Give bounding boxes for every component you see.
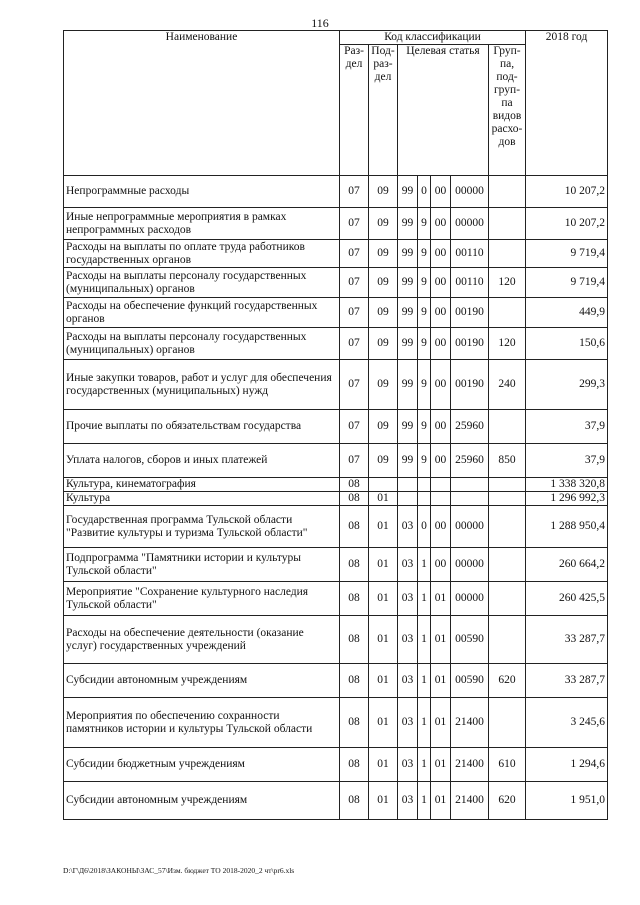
row-program: 99 [398, 298, 418, 328]
row-subsection: 09 [369, 240, 398, 268]
row-program: 03 [398, 582, 418, 616]
row-amount: 449,9 [526, 298, 608, 328]
row-expense-type [489, 298, 526, 328]
row-name: Культура, кинематография [64, 478, 340, 492]
row-amount: 10 207,2 [526, 208, 608, 240]
row-name: Расходы на выплаты персоналу государственных (муниципальных) органов [64, 328, 340, 360]
row-program: 99 [398, 176, 418, 208]
file-path-footer: D:\Г\Д6\2018\ЗАКОНЫ\ЗАС_57\Изм. бюджет ТО 2018-2020_2 чт\рr6.xls [63, 866, 295, 875]
row-subprogram: 1 [418, 582, 431, 616]
row-section: 08 [340, 698, 369, 748]
table-row [64, 492, 608, 506]
row-expense-type: 120 [489, 328, 526, 360]
header-name: Наименование [64, 31, 340, 176]
row-measure: 00 [431, 444, 451, 478]
row-subprogram: 9 [418, 444, 431, 478]
row-measure: 00 [431, 240, 451, 268]
row-measure: 00 [431, 410, 451, 444]
row-subsection: 01 [369, 492, 398, 506]
row-section: 08 [340, 664, 369, 698]
row-subprogram: 9 [418, 268, 431, 298]
row-amount: 1 951,0 [526, 782, 608, 820]
row-name: Государственная программа Тульской области "Развитие культуры и туризма Тульской области" [64, 506, 340, 548]
table-row [64, 360, 608, 410]
row-subsection: 09 [369, 328, 398, 360]
row-program: 99 [398, 208, 418, 240]
row-direction: 00000 [451, 176, 489, 208]
row-measure: 00 [431, 208, 451, 240]
row-program: 03 [398, 664, 418, 698]
row-subprogram: 9 [418, 360, 431, 410]
row-name: Мероприятия по обеспечению сохранности памятников истории и культуры Тульской области [64, 698, 340, 748]
row-subprogram: 9 [418, 298, 431, 328]
row-expense-type: 610 [489, 748, 526, 782]
row-program: 99 [398, 444, 418, 478]
row-measure: 01 [431, 664, 451, 698]
row-expense-type [489, 506, 526, 548]
table-row [64, 444, 608, 478]
budget-body [64, 176, 608, 820]
row-section: 07 [340, 360, 369, 410]
row-expense-type [489, 548, 526, 582]
row-name: Субсидии автономным учреждениям [64, 664, 340, 698]
row-direction: 25960 [451, 410, 489, 444]
row-measure: 00 [431, 176, 451, 208]
row-section: 08 [340, 478, 369, 492]
row-subsection: 09 [369, 298, 398, 328]
row-subsection: 09 [369, 176, 398, 208]
row-amount: 1 296 992,3 [526, 492, 608, 506]
row-direction [451, 478, 489, 492]
row-measure: 00 [431, 268, 451, 298]
row-expense-type: 850 [489, 444, 526, 478]
table-row [64, 506, 608, 548]
row-subsection: 09 [369, 208, 398, 240]
row-program: 03 [398, 548, 418, 582]
row-subsection: 09 [369, 268, 398, 298]
row-expense-type [489, 176, 526, 208]
row-subsection: 01 [369, 664, 398, 698]
row-program: 03 [398, 616, 418, 664]
row-subprogram: 9 [418, 240, 431, 268]
row-name: Расходы на обеспечение функций государственных органов [64, 298, 340, 328]
row-amount: 33 287,7 [526, 664, 608, 698]
row-section: 08 [340, 748, 369, 782]
row-section: 07 [340, 410, 369, 444]
row-subsection: 09 [369, 360, 398, 410]
row-direction: 00590 [451, 616, 489, 664]
row-section: 08 [340, 548, 369, 582]
table-row [64, 548, 608, 582]
row-subprogram: 9 [418, 208, 431, 240]
row-subsection: 01 [369, 698, 398, 748]
row-expense-type [489, 616, 526, 664]
row-name: Субсидии автономным учреждениям [64, 782, 340, 820]
row-program: 99 [398, 410, 418, 444]
row-amount: 37,9 [526, 410, 608, 444]
row-measure: 00 [431, 298, 451, 328]
row-section: 07 [340, 208, 369, 240]
row-amount: 299,3 [526, 360, 608, 410]
row-amount: 1 294,6 [526, 748, 608, 782]
row-amount: 3 245,6 [526, 698, 608, 748]
row-measure: 01 [431, 616, 451, 664]
row-measure: 00 [431, 548, 451, 582]
row-amount: 260 664,2 [526, 548, 608, 582]
row-amount: 33 287,7 [526, 616, 608, 664]
table-row [64, 176, 608, 208]
row-expense-type: 240 [489, 360, 526, 410]
row-program: 99 [398, 240, 418, 268]
row-expense-type: 620 [489, 782, 526, 820]
row-name: Непрограммные расходы [64, 176, 340, 208]
row-subprogram [418, 492, 431, 506]
row-direction: 25960 [451, 444, 489, 478]
row-measure: 00 [431, 506, 451, 548]
row-program [398, 492, 418, 506]
row-measure: 00 [431, 360, 451, 410]
row-subsection [369, 478, 398, 492]
table-row [64, 208, 608, 240]
row-direction: 00190 [451, 298, 489, 328]
row-name: Иные непрограммные мероприятия в рамках непрограммных расходов [64, 208, 340, 240]
row-section: 07 [340, 444, 369, 478]
row-subsection: 01 [369, 548, 398, 582]
row-section: 07 [340, 328, 369, 360]
row-section: 08 [340, 782, 369, 820]
row-subprogram: 1 [418, 748, 431, 782]
row-section: 08 [340, 492, 369, 506]
row-name: Расходы на выплаты по оплате труда работников государственных органов [64, 240, 340, 268]
row-direction: 21400 [451, 748, 489, 782]
table-row [64, 748, 608, 782]
row-name: Расходы на выплаты персоналу государственных (муниципальных) органов [64, 268, 340, 298]
header-subsection: Под-раз-дел [369, 45, 398, 176]
row-direction: 00110 [451, 268, 489, 298]
row-subprogram [418, 478, 431, 492]
row-subprogram: 1 [418, 782, 431, 820]
row-direction: 00110 [451, 240, 489, 268]
row-program: 03 [398, 506, 418, 548]
row-expense-type [489, 208, 526, 240]
row-program [398, 478, 418, 492]
row-amount: 10 207,2 [526, 176, 608, 208]
row-direction: 00000 [451, 548, 489, 582]
row-amount: 37,9 [526, 444, 608, 478]
row-subprogram: 9 [418, 328, 431, 360]
row-measure: 01 [431, 748, 451, 782]
header-classification: Код классификации [340, 31, 526, 45]
row-section: 07 [340, 298, 369, 328]
row-direction: 00190 [451, 360, 489, 410]
row-amount: 150,6 [526, 328, 608, 360]
row-subprogram: 1 [418, 616, 431, 664]
row-subprogram: 1 [418, 698, 431, 748]
table-row [64, 410, 608, 444]
row-expense-type [489, 698, 526, 748]
table-row [64, 478, 608, 492]
row-measure: 00 [431, 328, 451, 360]
row-amount: 1 288 950,4 [526, 506, 608, 548]
row-direction: 00000 [451, 208, 489, 240]
row-subsection: 09 [369, 444, 398, 478]
row-expense-type: 120 [489, 268, 526, 298]
row-program: 99 [398, 268, 418, 298]
row-name: Иные закупки товаров, работ и услуг для обеспечения государственных (муниципальных) нужд [64, 360, 340, 410]
table-row [64, 268, 608, 298]
row-expense-type [489, 478, 526, 492]
row-section: 07 [340, 268, 369, 298]
row-direction: 00590 [451, 664, 489, 698]
row-subsection: 01 [369, 748, 398, 782]
row-program: 99 [398, 360, 418, 410]
row-direction: 00000 [451, 506, 489, 548]
table-row [64, 328, 608, 360]
row-direction: 00190 [451, 328, 489, 360]
row-subprogram: 0 [418, 176, 431, 208]
table-row [64, 298, 608, 328]
row-name: Прочие выплаты по обязательствам государства [64, 410, 340, 444]
row-section: 08 [340, 582, 369, 616]
table-row [64, 240, 608, 268]
row-program: 03 [398, 748, 418, 782]
header-section: Раз-дел [340, 45, 369, 176]
header-group: Груп-па, под-груп-па видов расхо-дов [489, 45, 526, 176]
row-subsection: 01 [369, 582, 398, 616]
row-direction: 21400 [451, 782, 489, 820]
row-program: 03 [398, 782, 418, 820]
row-amount: 1 338 320,8 [526, 478, 608, 492]
row-expense-type [489, 240, 526, 268]
row-subprogram: 0 [418, 506, 431, 548]
table-row [64, 582, 608, 616]
row-amount: 9 719,4 [526, 268, 608, 298]
table-row [64, 698, 608, 748]
budget-table [63, 30, 608, 820]
row-section: 08 [340, 616, 369, 664]
row-expense-type: 620 [489, 664, 526, 698]
row-amount: 9 719,4 [526, 240, 608, 268]
row-subsection: 01 [369, 616, 398, 664]
table-row [64, 616, 608, 664]
row-expense-type [489, 582, 526, 616]
row-subsection: 01 [369, 782, 398, 820]
row-subprogram: 1 [418, 664, 431, 698]
row-subsection: 09 [369, 410, 398, 444]
row-measure [431, 492, 451, 506]
row-name: Субсидии бюджетным учреждениям [64, 748, 340, 782]
row-name: Мероприятие "Сохранение культурного наследия Тульской области" [64, 582, 340, 616]
row-subprogram: 1 [418, 548, 431, 582]
row-name: Расходы на обеспечение деятельности (оказание услуг) государственных учреждений [64, 616, 340, 664]
row-direction [451, 492, 489, 506]
row-direction: 00000 [451, 582, 489, 616]
row-section: 08 [340, 506, 369, 548]
row-measure: 01 [431, 782, 451, 820]
row-direction: 21400 [451, 698, 489, 748]
row-subprogram: 9 [418, 410, 431, 444]
row-expense-type [489, 410, 526, 444]
row-program: 03 [398, 698, 418, 748]
row-program: 99 [398, 328, 418, 360]
header-target: Целевая статья [398, 45, 489, 176]
row-amount: 260 425,5 [526, 582, 608, 616]
page-number: 116 [311, 16, 329, 30]
row-measure: 01 [431, 582, 451, 616]
table-row [64, 664, 608, 698]
row-name: Культура [64, 492, 340, 506]
header-year: 2018 год [526, 31, 608, 176]
row-measure [431, 478, 451, 492]
row-measure: 01 [431, 698, 451, 748]
table-row [64, 782, 608, 820]
row-expense-type [489, 492, 526, 506]
row-name: Уплата налогов, сборов и иных платежей [64, 444, 340, 478]
row-subsection: 01 [369, 506, 398, 548]
row-section: 07 [340, 240, 369, 268]
row-name: Подпрограмма "Памятники истории и культуры Тульской области" [64, 548, 340, 582]
row-section: 07 [340, 176, 369, 208]
header-row-top [64, 31, 608, 45]
